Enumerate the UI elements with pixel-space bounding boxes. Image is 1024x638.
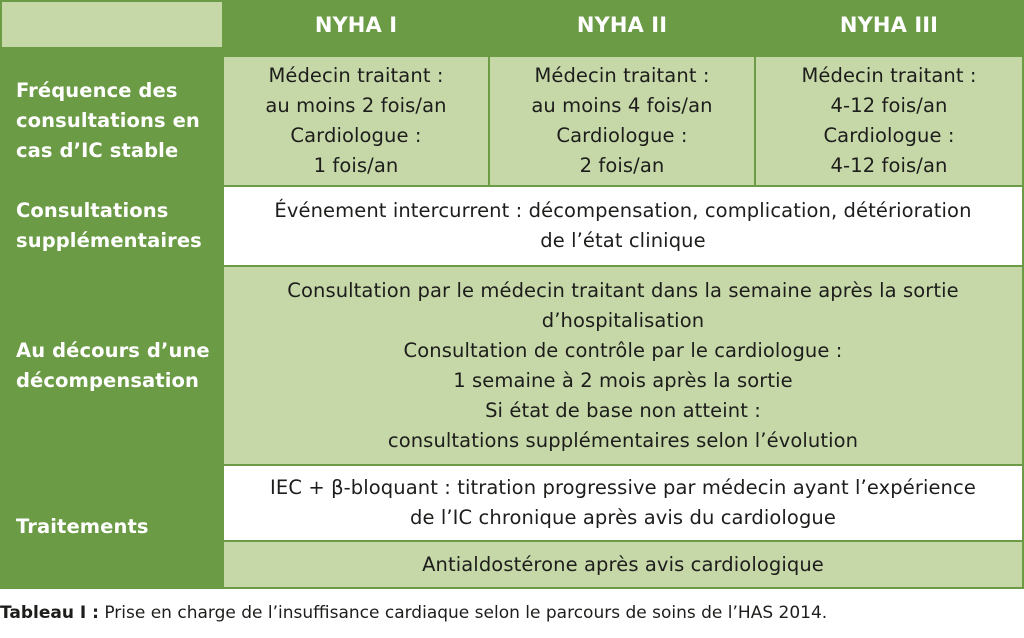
- cell-line: 1 semaine à 2 mois après la sortie: [453, 368, 793, 392]
- caption-label: Tableau I :: [0, 603, 99, 623]
- label-line: cas d’IC stable: [16, 139, 179, 162]
- label-line: Consultations: [16, 199, 169, 222]
- label-line: consultations en: [16, 109, 200, 132]
- cell-line: Consultation de contrôle par le cardiologue :: [403, 338, 843, 362]
- table-caption: [0, 603, 827, 623]
- cell-traitements-1: [224, 466, 1022, 540]
- label-line: Fréquence des: [16, 79, 178, 102]
- cell-line: 4-12 fois/an: [830, 154, 948, 177]
- cell-line: Consultation par le médecin traitant dans la semaine après la sortie: [287, 278, 959, 302]
- cell-line: de l’état clinique: [540, 229, 706, 252]
- corner-cell: [2, 2, 222, 47]
- cell-traitements-2: [224, 542, 1022, 587]
- cell-line: 2 fois/an: [579, 154, 665, 177]
- cell-decours: [224, 267, 1022, 464]
- caption-text: Prise en charge de l’insuffisance cardiaque selon le parcours de soins de l’HAS 2014.: [98, 603, 828, 623]
- cell-line: d’hospitalisation: [541, 308, 705, 332]
- cell-line: 4-12 fois/an: [830, 94, 948, 117]
- cell-frequence-nyha-3: [756, 57, 1022, 185]
- cell-line: Médecin traitant :: [801, 64, 977, 87]
- header-nyha-2: NYHA II: [576, 12, 668, 37]
- cell-line: Médecin traitant :: [268, 64, 444, 87]
- cell-line: Médecin traitant :: [534, 64, 710, 87]
- header-nyha-3: NYHA III: [839, 12, 939, 37]
- label-line: décompensation: [16, 368, 199, 392]
- cell-line: Événement intercurrent : décompensation, complication, détérioration: [274, 199, 972, 222]
- label-line: Au décours d’une: [16, 338, 210, 362]
- cell-line: au moins 4 fois/an: [531, 94, 713, 117]
- cell-supplementaires: [224, 187, 1022, 265]
- cell-frequence-nyha-1: [224, 57, 488, 185]
- cell-line: 1 fois/an: [313, 154, 399, 177]
- row-label-supplementaires: [2, 187, 222, 265]
- cell-line: Cardiologue :: [556, 124, 688, 147]
- cell-line: Cardiologue :: [823, 124, 955, 147]
- cell-line: Antialdostérone après avis cardiologique: [422, 552, 824, 576]
- cell-line: de l’IC chronique après avis du cardiologue: [409, 506, 836, 529]
- cell-line: IEC + β-bloquant : titration progressive par médecin ayant l’expérience: [270, 476, 976, 499]
- cell-line: Cardiologue :: [290, 124, 422, 147]
- row-label-decours: [2, 267, 222, 464]
- cell-line: Si état de base non atteint :: [485, 398, 761, 422]
- label-line: Traitements: [16, 514, 149, 538]
- row-label-frequence: [2, 57, 222, 185]
- row-label-traitements: [2, 466, 222, 587]
- header-nyha-1: NYHA I: [314, 12, 398, 37]
- label-line: supplémentaires: [16, 229, 202, 252]
- cell-frequence-nyha-2: [490, 57, 754, 185]
- cell-line: consultations supplémentaires selon l’évolution: [387, 428, 859, 452]
- cell-line: au moins 2 fois/an: [265, 94, 447, 117]
